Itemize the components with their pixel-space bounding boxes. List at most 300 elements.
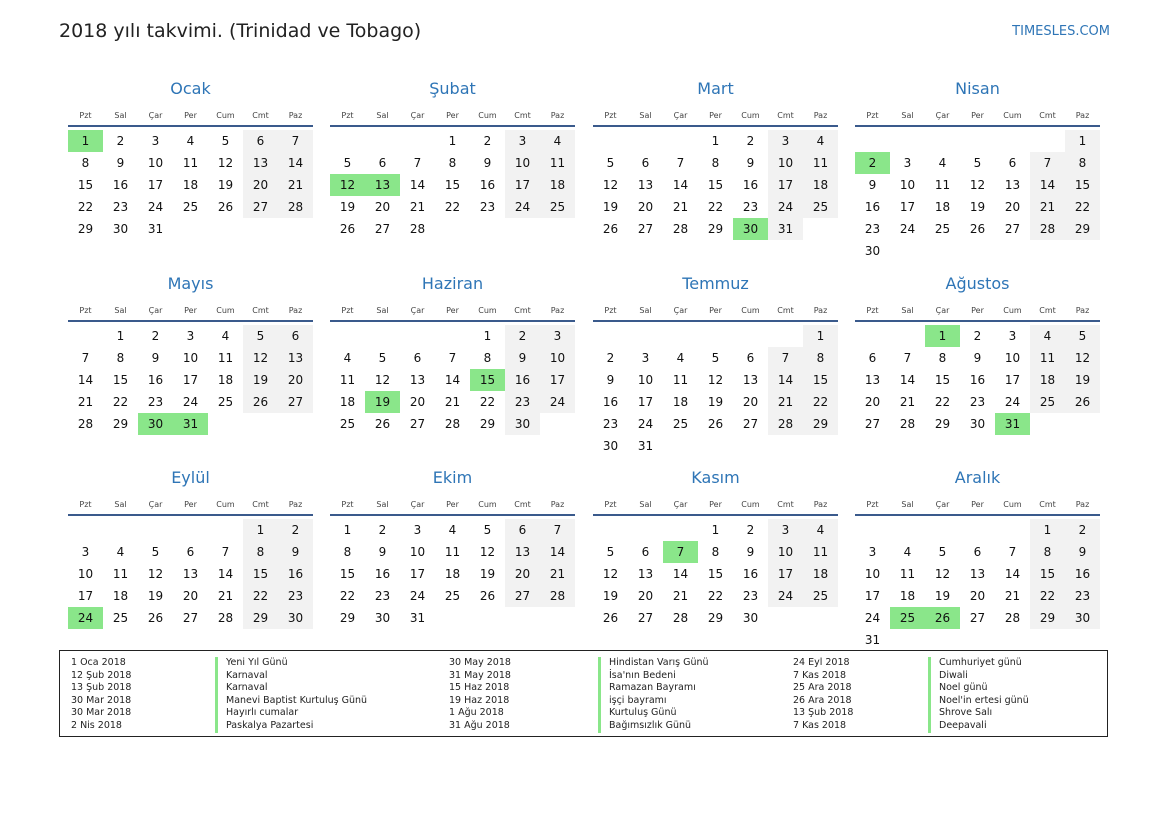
legend-holiday-name: Hindistan Varış Günü (598, 657, 709, 670)
holiday-day: 24 (68, 607, 103, 629)
weekday-header: Paz (550, 500, 565, 509)
weekday-header: Per (709, 500, 722, 509)
day-cell: 30 (969, 417, 986, 431)
day-cell: 29 (803, 413, 838, 435)
weekday-header: Pzt (604, 111, 617, 120)
legend-date: 2 Nis 2018 (71, 719, 122, 731)
weekday-header: Cmt (1039, 111, 1056, 120)
legend-date: 15 Haz 2018 (449, 682, 510, 694)
day-cell: 10 (147, 156, 164, 170)
holiday-day: 30 (138, 413, 173, 435)
day-cell: 22 (1065, 196, 1100, 218)
day-cell: 22 (934, 395, 951, 409)
day-cell: 21 (1004, 589, 1021, 603)
legend-holiday-name: Karnaval (215, 682, 367, 695)
day-cell: 26 (339, 222, 356, 236)
day-cell: 9 (483, 156, 492, 170)
day-cell: 16 (1065, 563, 1100, 585)
day-cell: 28 (899, 417, 916, 431)
legend-date: 1 Ağu 2018 (449, 707, 504, 719)
day-cell: 21 (768, 391, 803, 413)
month-name: Ocak (170, 79, 211, 98)
weekday-header: Cmt (514, 111, 531, 120)
day-cell: 29 (339, 611, 356, 625)
day-cell: 6 (973, 545, 982, 559)
day-cell: 18 (803, 174, 838, 196)
day-cell: 16 (505, 369, 540, 391)
day-cell: 21 (217, 589, 234, 603)
day-cell: 2 (151, 329, 160, 343)
weekday-header: Per (184, 111, 197, 120)
day-cell: 20 (637, 200, 654, 214)
day-cell: 31 (147, 222, 164, 236)
day-cell: 19 (934, 589, 951, 603)
weekday-header: Cmt (777, 306, 794, 315)
legend-holiday-name: Karnaval (215, 670, 367, 683)
day-cell: 1 (116, 329, 125, 343)
holiday-day: 7 (663, 541, 698, 563)
day-cell: 9 (505, 347, 540, 369)
day-cell: 18 (339, 395, 356, 409)
header-rule (593, 514, 838, 516)
day-cell: 29 (112, 417, 129, 431)
day-cell: 11 (112, 567, 129, 581)
day-cell: 3 (768, 519, 803, 541)
day-cell: 8 (448, 156, 457, 170)
day-cell: 9 (116, 156, 125, 170)
weekday-header: Sal (901, 306, 914, 315)
day-cell: 13 (742, 373, 759, 387)
day-cell: 24 (505, 196, 540, 218)
day-cell: 5 (711, 351, 720, 365)
day-cell: 6 (641, 156, 650, 170)
holiday-day: 31 (995, 413, 1030, 435)
day-cell: 24 (409, 589, 426, 603)
day-cell: 15 (707, 178, 724, 192)
legend-date: 31 Ağu 2018 (449, 719, 510, 731)
day-cell: 16 (742, 567, 759, 581)
day-cell: 12 (1065, 347, 1100, 369)
day-cell: 13 (182, 567, 199, 581)
day-cell: 21 (444, 395, 461, 409)
weekday-header: Cmt (1039, 500, 1056, 509)
day-cell: 5 (606, 156, 615, 170)
day-cell: 18 (803, 563, 838, 585)
day-cell: 2 (378, 523, 387, 537)
day-cell: 2 (973, 329, 982, 343)
day-cell: 14 (444, 373, 461, 387)
day-cell: 25 (112, 611, 129, 625)
day-cell: 30 (1065, 607, 1100, 629)
day-cell: 16 (112, 178, 129, 192)
weekday-header: Çar (410, 111, 425, 120)
day-cell: 8 (116, 351, 125, 365)
day-cell: 25 (540, 196, 575, 218)
day-cell: 9 (606, 373, 615, 387)
holiday-day: 15 (470, 369, 505, 391)
day-cell: 24 (768, 585, 803, 607)
month-name: Ağustos (945, 274, 1010, 293)
legend-holiday-name: Deepavali (928, 720, 1029, 733)
legend-date: 24 Eyl 2018 (793, 657, 850, 668)
day-cell: 13 (864, 373, 881, 387)
weekday-header: Per (184, 500, 197, 509)
weekday-header: Cmt (777, 111, 794, 120)
day-cell: 10 (768, 541, 803, 563)
day-cell: 3 (903, 156, 912, 170)
day-cell: 19 (1065, 369, 1100, 391)
holiday-day: 26 (925, 607, 960, 629)
day-cell: 27 (278, 391, 313, 413)
day-cell: 23 (1065, 585, 1100, 607)
weekday-header: Pzt (866, 500, 879, 509)
day-cell: 12 (147, 567, 164, 581)
legend-holiday-name: Kurtuluş Günü (598, 707, 709, 720)
day-cell: 4 (938, 156, 947, 170)
weekday-header: Cmt (514, 306, 531, 315)
day-cell: 4 (676, 351, 685, 365)
day-cell: 8 (1030, 541, 1065, 563)
day-cell: 21 (77, 395, 94, 409)
day-cell: 16 (864, 200, 881, 214)
day-cell: 23 (742, 200, 759, 214)
day-cell: 15 (77, 178, 94, 192)
weekday-header: Per (446, 500, 459, 509)
day-cell: 9 (378, 545, 387, 559)
weekday-header: Sal (901, 500, 914, 509)
legend-date: 30 Mar 2018 (71, 707, 132, 719)
day-cell: 5 (606, 545, 615, 559)
day-cell: 10 (182, 351, 199, 365)
legend-date-column (793, 657, 853, 733)
header-rule (68, 514, 313, 516)
day-cell: 6 (641, 545, 650, 559)
day-cell: 1 (803, 325, 838, 347)
legend-holiday-name: İsa'nın Bedeni (598, 670, 709, 683)
day-cell: 30 (278, 607, 313, 629)
weekday-header: Paz (1075, 306, 1090, 315)
day-cell: 18 (899, 589, 916, 603)
day-cell: 10 (768, 152, 803, 174)
day-cell: 17 (147, 178, 164, 192)
day-cell: 28 (672, 611, 689, 625)
weekday-header: Çar (673, 306, 688, 315)
day-cell: 11 (803, 152, 838, 174)
day-cell: 18 (672, 395, 689, 409)
day-cell: 22 (1030, 585, 1065, 607)
day-cell: 10 (1004, 351, 1021, 365)
holiday-day: 19 (365, 391, 400, 413)
day-cell: 11 (444, 545, 461, 559)
weekday-header: Cmt (252, 111, 269, 120)
weekday-header: Pzt (341, 306, 354, 315)
day-cell: 27 (969, 611, 986, 625)
day-cell: 3 (413, 523, 422, 537)
holiday-day: 1 (68, 130, 103, 152)
day-cell: 13 (1004, 178, 1021, 192)
day-cell: 6 (278, 325, 313, 347)
weekday-header: Cum (478, 306, 497, 315)
header-rule (68, 320, 313, 322)
header-rule (593, 125, 838, 127)
weekday-header: Çar (148, 111, 163, 120)
day-cell: 13 (969, 567, 986, 581)
weekday-header: Cum (1003, 111, 1022, 120)
day-cell: 10 (540, 347, 575, 369)
day-cell: 10 (77, 567, 94, 581)
day-cell: 16 (969, 373, 986, 387)
day-cell: 24 (1004, 395, 1021, 409)
month-name: Haziran (421, 274, 484, 293)
weekday-header: Per (446, 111, 459, 120)
day-cell: 22 (444, 200, 461, 214)
day-cell: 25 (803, 585, 838, 607)
day-cell: 23 (602, 417, 619, 431)
day-cell: 9 (278, 541, 313, 563)
legend-date: 31 May 2018 (449, 669, 511, 681)
day-cell: 9 (746, 545, 755, 559)
day-cell: 21 (1030, 196, 1065, 218)
day-cell: 12 (934, 567, 951, 581)
month-name: Nisan (955, 79, 1000, 98)
day-cell: 7 (903, 351, 912, 365)
weekday-header: Çar (935, 500, 950, 509)
weekday-header: Cum (216, 111, 235, 120)
month-name: Temmuz (682, 274, 749, 293)
weekday-header: Sal (901, 111, 914, 120)
day-cell: 12 (217, 156, 234, 170)
day-cell: 19 (243, 369, 278, 391)
day-cell: 7 (278, 130, 313, 152)
day-cell: 1 (1065, 130, 1100, 152)
day-cell: 16 (479, 178, 496, 192)
day-cell: 23 (505, 391, 540, 413)
day-cell: 2 (483, 134, 492, 148)
day-cell: 3 (1008, 329, 1017, 343)
weekday-header: Per (709, 306, 722, 315)
day-cell: 31 (864, 633, 881, 647)
day-cell: 24 (147, 200, 164, 214)
day-cell: 27 (505, 585, 540, 607)
day-cell: 29 (1030, 607, 1065, 629)
day-cell: 30 (864, 244, 881, 258)
weekday-header: Sal (376, 500, 389, 509)
holiday-day: 13 (365, 174, 400, 196)
day-cell: 1 (711, 134, 720, 148)
day-cell: 27 (182, 611, 199, 625)
header-rule (330, 514, 575, 516)
day-cell: 19 (147, 589, 164, 603)
day-cell: 12 (602, 178, 619, 192)
weekday-header: Sal (114, 500, 127, 509)
legend-date: 12 Şub 2018 (71, 669, 132, 681)
header-rule (855, 320, 1100, 322)
weekday-header: Cum (478, 111, 497, 120)
weekday-header: Cmt (252, 306, 269, 315)
weekday-header: Cmt (252, 500, 269, 509)
holiday-day: 25 (890, 607, 925, 629)
day-cell: 8 (1065, 152, 1100, 174)
legend-date-column (449, 657, 511, 733)
weekday-header: Paz (813, 500, 828, 509)
day-cell: 26 (374, 417, 391, 431)
day-cell: 15 (243, 563, 278, 585)
day-cell: 3 (81, 545, 90, 559)
brand-link[interactable]: TIMESLES.COM (1012, 24, 1110, 39)
day-cell: 31 (409, 611, 426, 625)
weekday-header: Cum (216, 500, 235, 509)
day-cell: 17 (409, 567, 426, 581)
day-cell: 1 (448, 134, 457, 148)
day-cell: 23 (969, 395, 986, 409)
day-cell: 20 (1004, 200, 1021, 214)
day-cell: 10 (505, 152, 540, 174)
day-cell: 28 (1004, 611, 1021, 625)
day-cell: 3 (540, 325, 575, 347)
weekday-header: Per (709, 111, 722, 120)
day-cell: 12 (374, 373, 391, 387)
weekday-header: Paz (288, 111, 303, 120)
day-cell: 6 (868, 351, 877, 365)
day-cell: 22 (707, 589, 724, 603)
day-cell: 26 (243, 391, 278, 413)
day-cell: 6 (378, 156, 387, 170)
weekday-header: Cum (1003, 306, 1022, 315)
day-cell: 27 (374, 222, 391, 236)
weekday-header: Sal (639, 111, 652, 120)
day-cell: 22 (707, 200, 724, 214)
day-cell: 29 (934, 417, 951, 431)
day-cell: 12 (479, 545, 496, 559)
legend-date: 13 Şub 2018 (71, 682, 132, 694)
legend-holiday-name: Bağımsızlık Günü (598, 720, 709, 733)
header-rule (855, 125, 1100, 127)
day-cell: 17 (864, 589, 881, 603)
weekday-header: Cmt (777, 500, 794, 509)
day-cell: 28 (409, 222, 426, 236)
day-cell: 25 (182, 200, 199, 214)
day-cell: 7 (1008, 545, 1017, 559)
day-cell: 27 (1004, 222, 1021, 236)
day-cell: 30 (742, 611, 759, 625)
legend-holiday-name: Manevi Baptist Kurtuluş Günü (215, 695, 367, 708)
day-cell: 5 (243, 325, 278, 347)
weekday-header: Cum (216, 306, 235, 315)
day-cell: 11 (182, 156, 199, 170)
day-cell: 31 (768, 218, 803, 240)
day-cell: 12 (969, 178, 986, 192)
day-cell: 21 (672, 200, 689, 214)
day-cell: 28 (1030, 218, 1065, 240)
day-cell: 8 (711, 545, 720, 559)
day-cell: 5 (221, 134, 230, 148)
day-cell: 7 (1030, 152, 1065, 174)
weekday-header: Çar (673, 500, 688, 509)
day-cell: 16 (147, 373, 164, 387)
day-cell: 27 (637, 611, 654, 625)
page-title: 2018 yılı takvimi. (Trinidad ve Tobago) (59, 20, 422, 42)
weekday-header: Pzt (79, 111, 92, 120)
holiday-day: 30 (733, 218, 768, 240)
weekday-header: Çar (148, 306, 163, 315)
day-cell: 2 (278, 519, 313, 541)
day-cell: 7 (768, 347, 803, 369)
weekday-header: Çar (935, 306, 950, 315)
day-cell: 14 (1004, 567, 1021, 581)
weekday-header: Paz (813, 111, 828, 120)
day-cell: 1 (343, 523, 352, 537)
weekday-header: Cum (478, 500, 497, 509)
day-cell: 11 (1030, 347, 1065, 369)
day-cell: 10 (864, 567, 881, 581)
day-cell: 27 (243, 196, 278, 218)
day-cell: 27 (409, 417, 426, 431)
day-cell: 7 (81, 351, 90, 365)
month-name: Aralık (954, 468, 1001, 487)
weekday-header: Pzt (604, 500, 617, 509)
day-cell: 28 (444, 417, 461, 431)
day-cell: 22 (77, 200, 94, 214)
day-cell: 23 (374, 589, 391, 603)
day-cell: 26 (602, 222, 619, 236)
weekday-header: Pzt (79, 500, 92, 509)
day-cell: 17 (505, 174, 540, 196)
day-cell: 7 (413, 156, 422, 170)
weekday-header: Çar (410, 306, 425, 315)
day-cell: 2 (1065, 519, 1100, 541)
day-cell: 18 (540, 174, 575, 196)
day-cell: 1 (483, 329, 492, 343)
day-cell: 14 (672, 178, 689, 192)
legend-date: 7 Kas 2018 (793, 669, 847, 681)
day-cell: 30 (112, 222, 129, 236)
legend-holiday-name: Paskalya Pazartesi (215, 720, 367, 733)
weekday-header: Per (446, 306, 459, 315)
day-cell: 23 (112, 200, 129, 214)
day-cell: 24 (182, 395, 199, 409)
weekday-header: Pzt (604, 306, 617, 315)
day-cell: 4 (903, 545, 912, 559)
day-cell: 13 (637, 178, 654, 192)
weekday-header: Çar (148, 500, 163, 509)
day-cell: 11 (803, 541, 838, 563)
day-cell: 8 (938, 351, 947, 365)
day-cell: 18 (112, 589, 129, 603)
day-cell: 17 (540, 369, 575, 391)
weekday-header: Per (184, 306, 197, 315)
day-cell: 11 (339, 373, 356, 387)
day-cell: 14 (77, 373, 94, 387)
day-cell: 18 (1030, 369, 1065, 391)
day-cell: 14 (409, 178, 426, 192)
header-rule (330, 125, 575, 127)
weekday-header: Pzt (79, 306, 92, 315)
day-cell: 20 (742, 395, 759, 409)
day-cell: 18 (934, 200, 951, 214)
weekday-header: Paz (550, 306, 565, 315)
day-cell: 7 (676, 156, 685, 170)
day-cell: 26 (969, 222, 986, 236)
day-cell: 25 (672, 417, 689, 431)
day-cell: 15 (934, 373, 951, 387)
holiday-legend (59, 650, 1108, 737)
day-cell: 6 (505, 519, 540, 541)
day-cell: 20 (243, 174, 278, 196)
day-cell: 13 (409, 373, 426, 387)
weekday-header: Pzt (866, 306, 879, 315)
day-cell: 9 (746, 156, 755, 170)
day-cell: 20 (637, 589, 654, 603)
